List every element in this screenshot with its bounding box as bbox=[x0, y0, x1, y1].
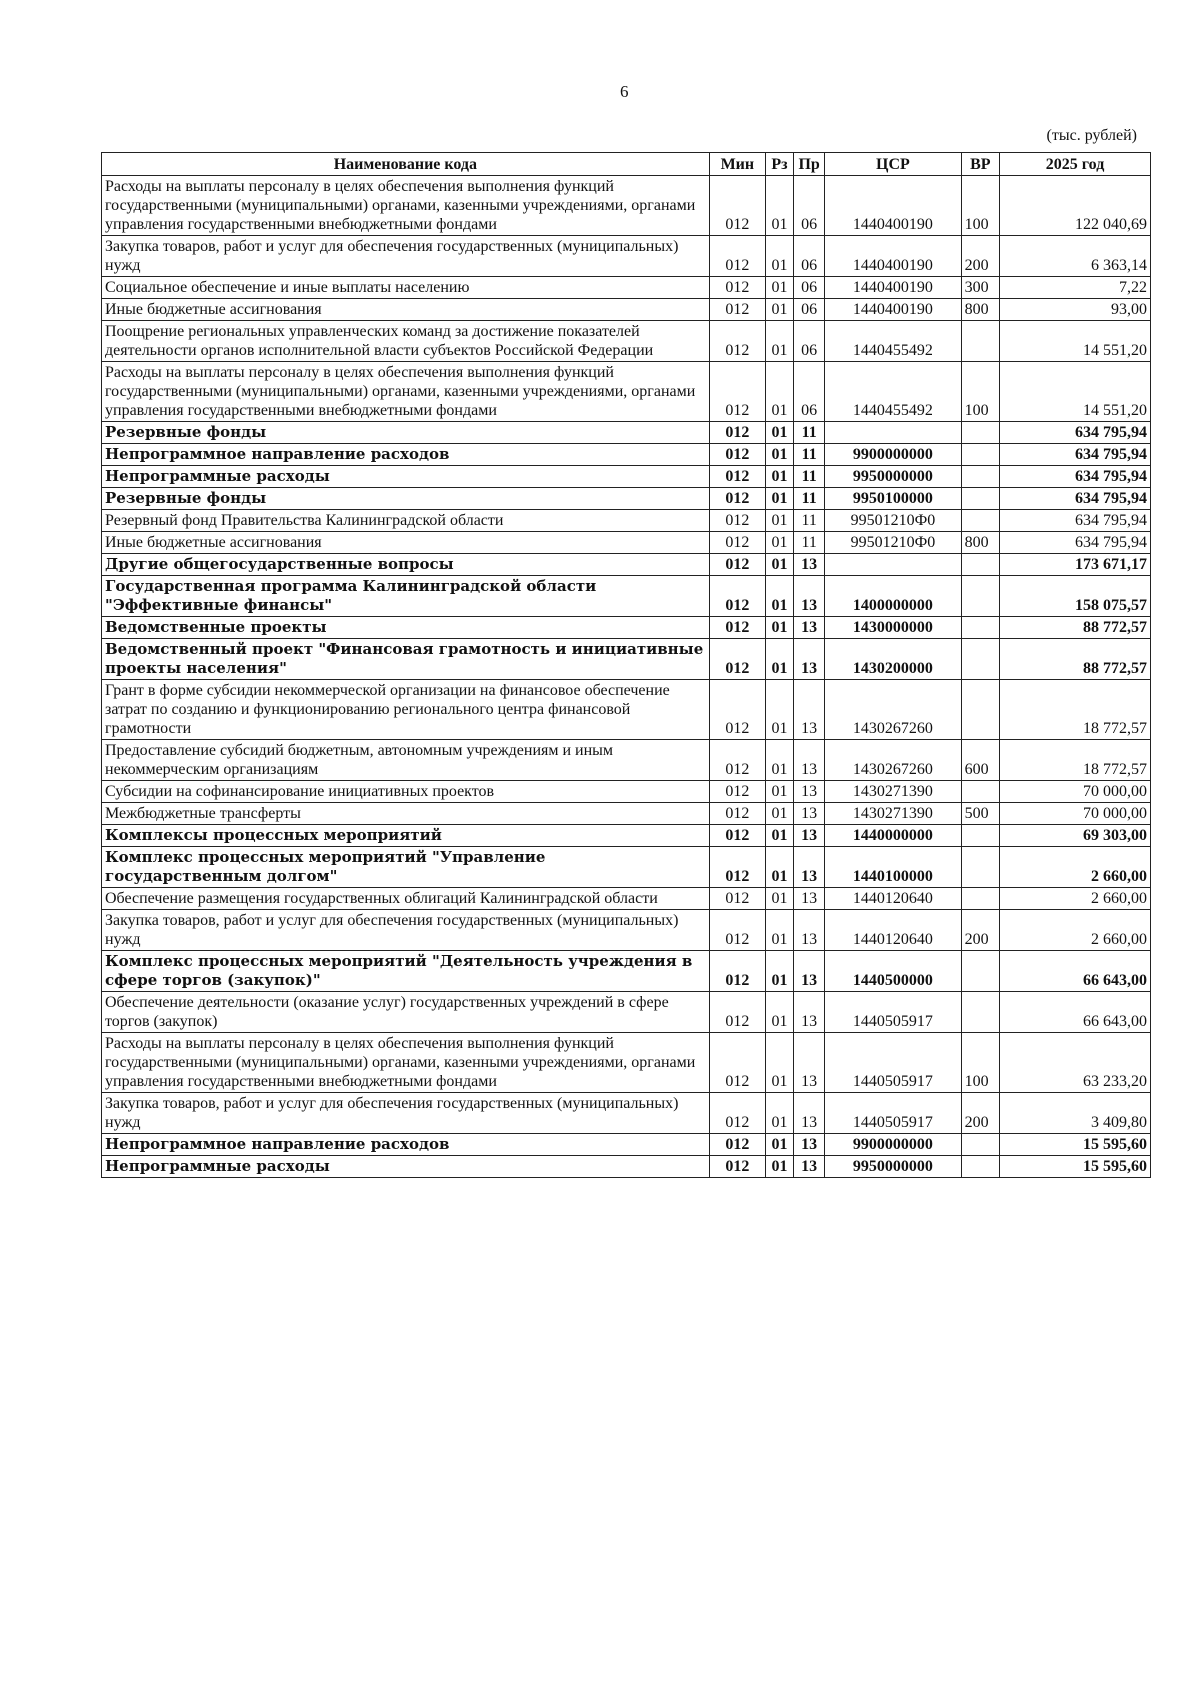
row-name: Иные бюджетные ассигнования bbox=[102, 532, 710, 554]
row-amount: 18 772,57 bbox=[1000, 740, 1151, 781]
row-pr: 11 bbox=[794, 444, 825, 466]
row-csr: 1440400190 bbox=[825, 277, 961, 299]
table-row bbox=[102, 510, 1151, 532]
row-rz: 01 bbox=[765, 781, 793, 803]
row-min: 012 bbox=[709, 532, 765, 554]
table-row bbox=[102, 680, 1151, 740]
table-row bbox=[102, 299, 1151, 321]
row-rz: 01 bbox=[765, 236, 793, 277]
row-pr: 11 bbox=[794, 422, 825, 444]
row-rz: 01 bbox=[765, 617, 793, 639]
row-name: Непрограммное направление расходов bbox=[102, 1134, 710, 1156]
row-amount: 3 409,80 bbox=[1000, 1093, 1151, 1134]
row-name: Расходы на выплаты персоналу в целях обеспечения выполнения функций государственными (муниципальными) органами, казенными учреждениями, органами управления государственными внебюджетными фондами bbox=[102, 362, 710, 422]
row-vr bbox=[961, 554, 1000, 576]
table-header-row bbox=[102, 153, 1151, 176]
table-row bbox=[102, 554, 1151, 576]
row-min: 012 bbox=[709, 951, 765, 992]
table-row bbox=[102, 444, 1151, 466]
table-row bbox=[102, 532, 1151, 554]
row-csr: 99501210Ф0 bbox=[825, 510, 961, 532]
table-row bbox=[102, 277, 1151, 299]
row-pr: 13 bbox=[794, 576, 825, 617]
row-min: 012 bbox=[709, 992, 765, 1033]
table-row bbox=[102, 740, 1151, 781]
row-vr bbox=[961, 422, 1000, 444]
row-min: 012 bbox=[709, 299, 765, 321]
row-amount: 63 233,20 bbox=[1000, 1033, 1151, 1093]
row-amount: 2 660,00 bbox=[1000, 847, 1151, 888]
row-csr bbox=[825, 422, 961, 444]
row-csr: 1440500000 bbox=[825, 951, 961, 992]
row-vr: 100 bbox=[961, 1033, 1000, 1093]
table-row bbox=[102, 1156, 1151, 1178]
table-row bbox=[102, 1093, 1151, 1134]
row-amount: 88 772,57 bbox=[1000, 617, 1151, 639]
header-vr: ВР bbox=[961, 153, 1000, 176]
row-min: 012 bbox=[709, 488, 765, 510]
page-number: 6 bbox=[620, 82, 629, 101]
row-vr bbox=[961, 847, 1000, 888]
row-csr bbox=[825, 554, 961, 576]
row-amount: 634 795,94 bbox=[1000, 466, 1151, 488]
row-amount: 14 551,20 bbox=[1000, 362, 1151, 422]
row-amount: 173 671,17 bbox=[1000, 554, 1151, 576]
row-rz: 01 bbox=[765, 554, 793, 576]
row-pr: 13 bbox=[794, 1093, 825, 1134]
row-name: Расходы на выплаты персоналу в целях обеспечения выполнения функций государственными (муниципальными) органами, казенными учреждениями, органами управления государственными внебюджетными фондами bbox=[102, 176, 710, 236]
row-vr: 800 bbox=[961, 532, 1000, 554]
table-row bbox=[102, 781, 1151, 803]
row-csr: 9950000000 bbox=[825, 1156, 961, 1178]
row-name: Непрограммные расходы bbox=[102, 466, 710, 488]
row-rz: 01 bbox=[765, 362, 793, 422]
row-min: 012 bbox=[709, 444, 765, 466]
row-vr: 300 bbox=[961, 277, 1000, 299]
row-name: Закупка товаров, работ и услуг для обеспечения государственных (муниципальных) нужд bbox=[102, 1093, 710, 1134]
row-amount: 2 660,00 bbox=[1000, 888, 1151, 910]
row-min: 012 bbox=[709, 510, 765, 532]
row-rz: 01 bbox=[765, 444, 793, 466]
row-min: 012 bbox=[709, 236, 765, 277]
row-rz: 01 bbox=[765, 910, 793, 951]
row-pr: 13 bbox=[794, 1156, 825, 1178]
row-rz: 01 bbox=[765, 277, 793, 299]
row-pr: 13 bbox=[794, 803, 825, 825]
row-pr: 13 bbox=[794, 910, 825, 951]
row-name: Ведомственный проект "Финансовая грамотность и инициативные проекты населения" bbox=[102, 639, 710, 680]
table-row bbox=[102, 847, 1151, 888]
row-pr: 06 bbox=[794, 362, 825, 422]
row-amount: 634 795,94 bbox=[1000, 422, 1151, 444]
row-amount: 122 040,69 bbox=[1000, 176, 1151, 236]
row-amount: 6 363,14 bbox=[1000, 236, 1151, 277]
row-min: 012 bbox=[709, 825, 765, 847]
row-vr: 100 bbox=[961, 176, 1000, 236]
row-amount: 634 795,94 bbox=[1000, 510, 1151, 532]
row-vr bbox=[961, 992, 1000, 1033]
row-name: Непрограммное направление расходов bbox=[102, 444, 710, 466]
row-pr: 06 bbox=[794, 236, 825, 277]
units-label: (тыс. рублей) bbox=[1046, 127, 1137, 144]
row-rz: 01 bbox=[765, 992, 793, 1033]
table-row bbox=[102, 825, 1151, 847]
row-rz: 01 bbox=[765, 825, 793, 847]
row-min: 012 bbox=[709, 781, 765, 803]
row-rz: 01 bbox=[765, 1134, 793, 1156]
row-vr bbox=[961, 466, 1000, 488]
row-pr: 13 bbox=[794, 951, 825, 992]
row-amount: 66 643,00 bbox=[1000, 951, 1151, 992]
row-name: Обеспечение размещения государственных облигаций Калининградской области bbox=[102, 888, 710, 910]
table-body bbox=[102, 176, 1151, 1178]
row-vr bbox=[961, 576, 1000, 617]
table-row bbox=[102, 617, 1151, 639]
row-min: 012 bbox=[709, 847, 765, 888]
row-vr bbox=[961, 488, 1000, 510]
row-csr: 1440455492 bbox=[825, 321, 961, 362]
row-csr: 1440120640 bbox=[825, 910, 961, 951]
table-row bbox=[102, 362, 1151, 422]
row-pr: 13 bbox=[794, 888, 825, 910]
row-min: 012 bbox=[709, 740, 765, 781]
row-rz: 01 bbox=[765, 888, 793, 910]
row-pr: 06 bbox=[794, 299, 825, 321]
row-name: Иные бюджетные ассигнования bbox=[102, 299, 710, 321]
row-vr: 200 bbox=[961, 1093, 1000, 1134]
row-min: 012 bbox=[709, 639, 765, 680]
row-name: Комплекс процессных мероприятий "Деятельность учреждения в сфере торгов (закупок)" bbox=[102, 951, 710, 992]
row-amount: 70 000,00 bbox=[1000, 803, 1151, 825]
row-rz: 01 bbox=[765, 847, 793, 888]
row-name: Комплексы процессных мероприятий bbox=[102, 825, 710, 847]
table-row bbox=[102, 910, 1151, 951]
table-row bbox=[102, 992, 1151, 1033]
row-rz: 01 bbox=[765, 422, 793, 444]
row-rz: 01 bbox=[765, 321, 793, 362]
row-min: 012 bbox=[709, 1134, 765, 1156]
row-vr bbox=[961, 1134, 1000, 1156]
row-csr: 1440000000 bbox=[825, 825, 961, 847]
row-csr: 1440505917 bbox=[825, 1033, 961, 1093]
header-year: 2025 год bbox=[1000, 153, 1151, 176]
row-csr: 1430267260 bbox=[825, 680, 961, 740]
row-rz: 01 bbox=[765, 532, 793, 554]
row-vr: 100 bbox=[961, 362, 1000, 422]
row-rz: 01 bbox=[765, 639, 793, 680]
table-row bbox=[102, 236, 1151, 277]
row-name: Грант в форме субсидии некоммерческой организации на финансовое обеспечение затрат по созданию и функционированию регионального центра финансовой грамотности bbox=[102, 680, 710, 740]
budget-table bbox=[101, 152, 1151, 1178]
row-rz: 01 bbox=[765, 176, 793, 236]
row-csr: 1440505917 bbox=[825, 992, 961, 1033]
row-amount: 7,22 bbox=[1000, 277, 1151, 299]
table-row bbox=[102, 321, 1151, 362]
row-amount: 93,00 bbox=[1000, 299, 1151, 321]
header-name: Наименование кода bbox=[102, 153, 710, 176]
row-csr: 1440400190 bbox=[825, 236, 961, 277]
row-vr: 500 bbox=[961, 803, 1000, 825]
row-name: Резервные фонды bbox=[102, 488, 710, 510]
row-csr: 1430271390 bbox=[825, 803, 961, 825]
row-pr: 13 bbox=[794, 825, 825, 847]
row-pr: 13 bbox=[794, 992, 825, 1033]
row-csr: 9950100000 bbox=[825, 488, 961, 510]
table-row bbox=[102, 422, 1151, 444]
row-min: 012 bbox=[709, 910, 765, 951]
row-csr: 1440400190 bbox=[825, 299, 961, 321]
row-name: Предоставление субсидий бюджетным, автономным учреждениям и иным некоммерческим организациям bbox=[102, 740, 710, 781]
row-min: 012 bbox=[709, 1033, 765, 1093]
row-vr bbox=[961, 1156, 1000, 1178]
row-vr bbox=[961, 617, 1000, 639]
row-amount: 634 795,94 bbox=[1000, 444, 1151, 466]
row-rz: 01 bbox=[765, 951, 793, 992]
row-csr: 1430000000 bbox=[825, 617, 961, 639]
row-pr: 13 bbox=[794, 740, 825, 781]
row-csr: 9900000000 bbox=[825, 1134, 961, 1156]
row-csr: 1440400190 bbox=[825, 176, 961, 236]
row-vr: 200 bbox=[961, 236, 1000, 277]
row-amount: 69 303,00 bbox=[1000, 825, 1151, 847]
row-name: Расходы на выплаты персоналу в целях обеспечения выполнения функций государственными (муниципальными) органами, казенными учреждениями, органами управления государственными внебюджетными фондами bbox=[102, 1033, 710, 1093]
row-pr: 13 bbox=[794, 554, 825, 576]
table-row bbox=[102, 1134, 1151, 1156]
row-rz: 01 bbox=[765, 680, 793, 740]
row-pr: 11 bbox=[794, 488, 825, 510]
row-vr bbox=[961, 321, 1000, 362]
row-vr bbox=[961, 825, 1000, 847]
header-csr: ЦСР bbox=[825, 153, 961, 176]
row-pr: 13 bbox=[794, 781, 825, 803]
row-min: 012 bbox=[709, 617, 765, 639]
row-pr: 13 bbox=[794, 617, 825, 639]
row-amount: 634 795,94 bbox=[1000, 488, 1151, 510]
table-row bbox=[102, 888, 1151, 910]
row-rz: 01 bbox=[765, 1033, 793, 1093]
row-name: Закупка товаров, работ и услуг для обеспечения государственных (муниципальных) нужд bbox=[102, 236, 710, 277]
table-row bbox=[102, 488, 1151, 510]
row-name: Ведомственные проекты bbox=[102, 617, 710, 639]
row-csr: 1400000000 bbox=[825, 576, 961, 617]
row-vr bbox=[961, 951, 1000, 992]
row-amount: 70 000,00 bbox=[1000, 781, 1151, 803]
row-rz: 01 bbox=[765, 466, 793, 488]
row-amount: 14 551,20 bbox=[1000, 321, 1151, 362]
row-csr: 1440100000 bbox=[825, 847, 961, 888]
row-min: 012 bbox=[709, 554, 765, 576]
header-rz: Рз bbox=[765, 153, 793, 176]
row-rz: 01 bbox=[765, 510, 793, 532]
row-name: Резервный фонд Правительства Калининградской области bbox=[102, 510, 710, 532]
row-name: Комплекс процессных мероприятий "Управление государственным долгом" bbox=[102, 847, 710, 888]
row-min: 012 bbox=[709, 277, 765, 299]
row-min: 012 bbox=[709, 362, 765, 422]
row-vr: 200 bbox=[961, 910, 1000, 951]
row-vr: 600 bbox=[961, 740, 1000, 781]
row-min: 012 bbox=[709, 1156, 765, 1178]
header-pr: Пр bbox=[794, 153, 825, 176]
row-vr: 800 bbox=[961, 299, 1000, 321]
row-min: 012 bbox=[709, 1093, 765, 1134]
row-amount: 2 660,00 bbox=[1000, 910, 1151, 951]
row-name: Другие общегосударственные вопросы bbox=[102, 554, 710, 576]
row-pr: 13 bbox=[794, 639, 825, 680]
row-min: 012 bbox=[709, 466, 765, 488]
row-rz: 01 bbox=[765, 740, 793, 781]
row-name: Субсидии на софинансирование инициативных проектов bbox=[102, 781, 710, 803]
table-row bbox=[102, 1033, 1151, 1093]
header-min: Мин bbox=[709, 153, 765, 176]
row-min: 012 bbox=[709, 803, 765, 825]
table-row bbox=[102, 951, 1151, 992]
row-pr: 13 bbox=[794, 680, 825, 740]
row-name: Закупка товаров, работ и услуг для обеспечения государственных (муниципальных) нужд bbox=[102, 910, 710, 951]
row-amount: 634 795,94 bbox=[1000, 532, 1151, 554]
row-amount: 158 075,57 bbox=[1000, 576, 1151, 617]
row-pr: 13 bbox=[794, 847, 825, 888]
row-name: Обеспечение деятельности (оказание услуг) государственных учреждений в сфере торгов (закупок) bbox=[102, 992, 710, 1033]
table-row bbox=[102, 803, 1151, 825]
row-rz: 01 bbox=[765, 1093, 793, 1134]
row-amount: 66 643,00 bbox=[1000, 992, 1151, 1033]
row-min: 012 bbox=[709, 888, 765, 910]
row-vr bbox=[961, 510, 1000, 532]
table-row bbox=[102, 176, 1151, 236]
row-vr bbox=[961, 639, 1000, 680]
table-row bbox=[102, 466, 1151, 488]
row-rz: 01 bbox=[765, 488, 793, 510]
row-min: 012 bbox=[709, 680, 765, 740]
row-csr: 1430271390 bbox=[825, 781, 961, 803]
row-rz: 01 bbox=[765, 576, 793, 617]
row-amount: 18 772,57 bbox=[1000, 680, 1151, 740]
row-name: Поощрение региональных управленческих команд за достижение показателей деятельности органов исполнительной власти субъектов Российской Федерации bbox=[102, 321, 710, 362]
row-amount: 88 772,57 bbox=[1000, 639, 1151, 680]
row-vr bbox=[961, 888, 1000, 910]
row-min: 012 bbox=[709, 576, 765, 617]
row-rz: 01 bbox=[765, 1156, 793, 1178]
row-csr: 1430200000 bbox=[825, 639, 961, 680]
row-pr: 06 bbox=[794, 176, 825, 236]
row-pr: 06 bbox=[794, 277, 825, 299]
row-vr bbox=[961, 444, 1000, 466]
row-pr: 11 bbox=[794, 532, 825, 554]
row-csr: 99501210Ф0 bbox=[825, 532, 961, 554]
row-amount: 15 595,60 bbox=[1000, 1134, 1151, 1156]
row-pr: 13 bbox=[794, 1033, 825, 1093]
row-vr bbox=[961, 680, 1000, 740]
row-rz: 01 bbox=[765, 803, 793, 825]
row-name: Непрограммные расходы bbox=[102, 1156, 710, 1178]
row-csr: 1440505917 bbox=[825, 1093, 961, 1134]
row-pr: 13 bbox=[794, 1134, 825, 1156]
row-csr: 9950000000 bbox=[825, 466, 961, 488]
row-name: Социальное обеспечение и иные выплаты населению bbox=[102, 277, 710, 299]
table-row bbox=[102, 576, 1151, 617]
row-amount: 15 595,60 bbox=[1000, 1156, 1151, 1178]
row-csr: 9900000000 bbox=[825, 444, 961, 466]
row-name: Государственная программа Калининградской области "Эффективные финансы" bbox=[102, 576, 710, 617]
table-row bbox=[102, 639, 1151, 680]
row-vr bbox=[961, 781, 1000, 803]
row-min: 012 bbox=[709, 422, 765, 444]
row-name: Резервные фонды bbox=[102, 422, 710, 444]
row-pr: 11 bbox=[794, 510, 825, 532]
row-csr: 1440455492 bbox=[825, 362, 961, 422]
row-name: Межбюджетные трансферты bbox=[102, 803, 710, 825]
row-csr: 1430267260 bbox=[825, 740, 961, 781]
row-rz: 01 bbox=[765, 299, 793, 321]
row-csr: 1440120640 bbox=[825, 888, 961, 910]
row-pr: 11 bbox=[794, 466, 825, 488]
row-min: 012 bbox=[709, 176, 765, 236]
row-pr: 06 bbox=[794, 321, 825, 362]
row-min: 012 bbox=[709, 321, 765, 362]
